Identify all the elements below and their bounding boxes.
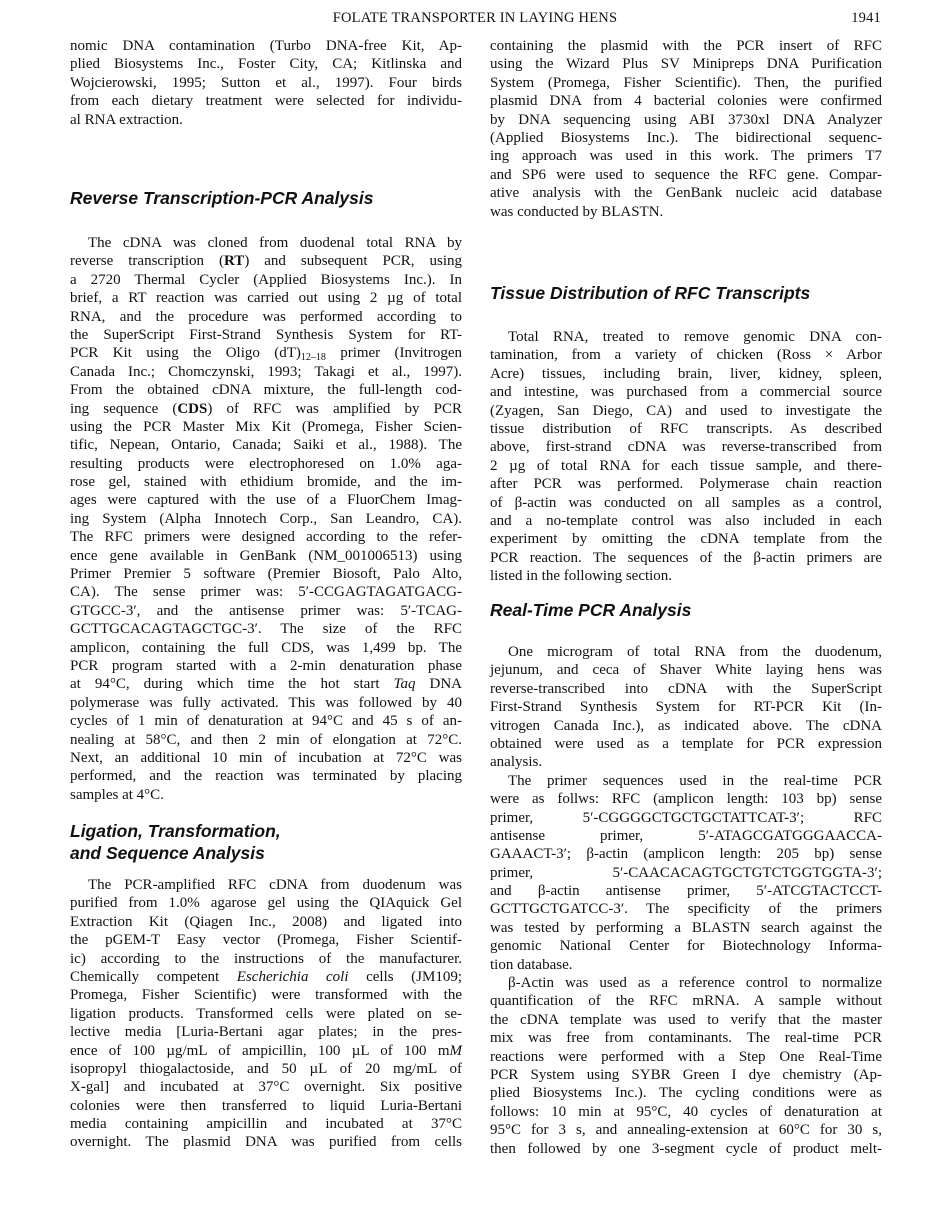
text-line: listed in the following section. [490, 568, 673, 585]
text-line: amplicon, containing the full CDS, was 1,499 bp. The [70, 639, 462, 656]
text-line: The cDNA was cloned from duodenal total RNA by [88, 235, 462, 251]
heading-line: Ligation, Transformation, [70, 821, 281, 841]
text-run: reverse transcription ( [70, 253, 224, 270]
text-line: (Zyagen, San Diego, CA) and used to investigate the [490, 402, 882, 419]
text-line [70, 968, 462, 986]
subscript: 12–18 [300, 352, 326, 364]
text-line: jejunum, and ceca of Shaver White laying hens was [490, 662, 882, 679]
text-line: antisense primer, 5′-ATAGCGATGGGAACCA- [490, 827, 882, 844]
text-line: a 2720 Thermal Cycler (Applied Biosystems Inc.). In [70, 271, 462, 288]
text-line: GTGCC-3′, and the antisense primer was: 5′-TCAG- [70, 602, 462, 619]
text-line: 95°C for 3 s, and annealing-extension at 60°C for 30 s, [490, 1122, 882, 1139]
text-line: rose gel, stained with ethidium bromide, and the im- [70, 474, 462, 491]
text-line: the SuperScript First-Strand Synthesis System for RT- [70, 326, 462, 343]
text-line: plasmid DNA from 4 bacterial colonies were confirmed [490, 93, 882, 110]
text-line: primer, 5′-CAACACAGTGCTGTCTGGTGGTA-3′; [490, 864, 882, 881]
running-header [0, 10, 950, 30]
text-run: at 94°C, during which time the hot start [70, 676, 394, 693]
text-line: PCR reaction. The sequences of the β-actin primers are [490, 549, 882, 566]
text-line: The primer sequences used in the real-time PCR [508, 772, 882, 789]
text-line: was conducted by BLASTN. [490, 203, 664, 220]
text-run: PCR Kit using the Oligo (dT) [70, 345, 301, 362]
heading-line: Reverse Transcription-PCR Analysis [70, 188, 374, 208]
text-line: Promega, Fisher Scientific) were transformed with the [70, 987, 462, 1004]
text-line: Acre) tissues, including brain, liver, kidney, spleen, [490, 365, 882, 382]
text-line: reverse-transcribed into cDNA with the SuperScript [490, 680, 882, 697]
text-line: cycles of 1 min of denaturation at 94°C and 45 s of an- [70, 713, 462, 730]
text-line: tamination, from a variety of chicken (Ross × Arbor [490, 347, 882, 364]
text-line: using the Wizard Plus SV Minipreps DNA Purification [490, 56, 882, 73]
paragraph [490, 974, 882, 1158]
text-line: and β-actin antisense primer, 5′-ATCGTACTCCT- [490, 883, 882, 900]
text-line: containing the plasmid with the PCR insert of RFC [490, 38, 882, 54]
text-line: ing approach was used in this work. The primers T7 [490, 148, 882, 165]
text-line: and intestine, was purchased from a commercial source [490, 384, 882, 401]
text-line: brief, a RT reaction was carried out using 2 µg of total [70, 290, 462, 307]
text-line: First-Strand Synthesis System for RT-PCR Kit (In- [490, 699, 882, 716]
text-line: RNA, and the procedure was performed according to [70, 308, 462, 325]
intro-paragraph-right [490, 37, 882, 221]
text-line: of β-actin was conducted on all samples as a control, [490, 494, 882, 511]
text-line: genomic National Center for Biotechnology Informa- [490, 938, 882, 955]
text-line: From the obtained cDNA mixture, the full-length cod- [70, 382, 462, 399]
text-line: CA). The sense primer was: 5′-CCGAGTAGATGACG- [70, 584, 462, 601]
text-line [70, 1042, 462, 1060]
text-line: then followed by one 3-segment cycle of product melt- [490, 1140, 882, 1157]
text-run: ) and subsequent PCR, using [244, 253, 463, 270]
italic-term: Escherichia coli [236, 968, 349, 985]
text-line: were as follws: RFC (amplicon length: 103 bp) sense [490, 791, 882, 808]
text-line: the pGEM-T Easy vector (Promega, Fisher Scientif- [70, 932, 462, 949]
heading-line: Real-Time PCR Analysis [490, 600, 692, 620]
section-heading-real-time [490, 599, 882, 621]
text-line: ative analysis with the GenBank nucleic acid database [490, 185, 882, 202]
text-run: DNA [415, 676, 462, 693]
text-line: analysis. [490, 754, 543, 771]
text-line: media containing ampicillin and incubated at 37°C [70, 1116, 462, 1133]
text-line: primer, 5′-CGGGGCTGCTGCTATTCAT-3′; RFC [490, 809, 882, 826]
section-heading-rt-pcr [70, 187, 462, 209]
section-heading-ligation [70, 820, 462, 864]
text-line: nomic DNA contamination (Turbo DNA-free Kit, Ap- [70, 38, 462, 54]
text-run: primer (Invitrogen [325, 345, 462, 362]
text-line: samples at 4°C. [70, 786, 164, 803]
text-line: System (Promega, Fisher Scientific). Then, the purified [490, 74, 882, 91]
text-line: tissue distribution of RFC transcripts. As described [490, 420, 882, 437]
text-line: Primer Premier 5 software (Premier Biosoft, Palo Alto, [70, 566, 462, 583]
text-line: al RNA extraction. [70, 111, 183, 128]
text-line: PCR System using SYBR Green I dye chemistry (Ap- [490, 1066, 882, 1083]
text-line: β-Actin was used as a reference control to normalize [508, 975, 882, 992]
text-line: tion database. [490, 956, 573, 973]
text-line: GCTTGCACAGTAGCTGC-3′. The size of the RFC [70, 621, 462, 638]
text-run: ing sequence ( [70, 400, 178, 417]
heading-line: and Sequence Analysis [70, 843, 265, 863]
text-line: tific, Nepean, Ontario, Canada; Saiki et al., 1988). The [70, 437, 462, 454]
text-line: ages were captured with the use of a FluorChem Imag- [70, 492, 462, 509]
text-line: One microgram of total RNA from the duodenum, [508, 644, 882, 660]
text-line [70, 252, 462, 270]
text-line: using the PCR Master Mix Kit (Promega, Fisher Scien- [70, 418, 462, 435]
text-line: ic) according to the instructions of the manufacturer. [70, 950, 462, 967]
text-run: Chemically competent [70, 968, 237, 985]
text-line: The PCR-amplified RFC cDNA from duodenum was [88, 877, 462, 893]
text-line: ligation products. Transformed cells were plated on se- [70, 1005, 462, 1022]
real-time-paragraphs [490, 643, 882, 1158]
text-line: by DNA sequencing using ABI 3730xl DNA Analyzer [490, 111, 882, 128]
text-line: The RFC primers were designed according to the refer- [70, 529, 462, 546]
paragraph [70, 876, 462, 1152]
text-line: performed, and the reaction was terminated by placing [70, 768, 462, 785]
bold-term: RT [224, 253, 245, 270]
text-line: Wojcierowski, 1995; Sutton et al., 1997). Four birds [70, 74, 462, 91]
text-line: experiment by omitting the cDNA template from the [490, 531, 882, 548]
ligation-paragraph [70, 876, 462, 1152]
text-line: from each dietary treatment were selected for individu- [70, 93, 462, 110]
text-line: and a no-template control was also included in each [490, 512, 882, 529]
text-line: after PCR was performed. Polymerase chain reaction [490, 476, 882, 493]
text-line: GCTTGCTGATCC-3′. The specificity of the primers [490, 901, 882, 918]
text-line: lective media [Luria-Bertani agar plates; in the pres- [70, 1024, 462, 1041]
text-line [70, 344, 462, 362]
text-line: the cDNA template was used to verify that the master [490, 1011, 882, 1028]
text-run: ) of RFC was amplified by PCR [207, 400, 462, 417]
text-line: quantification of the RFC mRNA. A sample without [490, 993, 882, 1010]
text-line: Extraction Kit (Qiagen Inc., 2008) and ligated into [70, 913, 462, 930]
text-line: mix was free from contaminants. The real-time PCR [490, 1030, 882, 1047]
text-line: 2 µg of total RNA for each tissue sample, and there- [490, 457, 882, 474]
tissue-paragraph [490, 328, 882, 585]
section-heading-tissue [490, 282, 882, 304]
page-number: 1941 [851, 10, 881, 26]
text-line: Next, an additional 10 min of incubation at 72°C was [70, 749, 462, 766]
text-line: purified from 1.0% agarose gel using the QIAquick Gel [70, 895, 462, 912]
text-line: was tested by performing a BLASTN search against the [490, 919, 882, 936]
rt-pcr-paragraph [70, 234, 462, 804]
text-run: ence of 100 µg/mL of ampicillin, 100 µL of 100 m [70, 1042, 450, 1059]
text-line: colonies were then transferred to liquid Luria-Bertani [70, 1097, 462, 1114]
text-line [70, 400, 462, 418]
text-line: isopropyl thiogalactoside, and 50 µL of 20 mg/mL of [70, 1060, 462, 1077]
paragraph [490, 643, 882, 772]
text-line: and SP6 were used to sequence the RFC gene. Compar- [490, 166, 882, 183]
text-line: plied Biosystems Inc.). The cycling conditions were as [490, 1085, 882, 1102]
text-line: overnight. The plasmid DNA was purified from cells [70, 1134, 462, 1151]
text-line: PCR program started with a 2-min denaturation phase [70, 657, 462, 674]
italic-term: M [449, 1042, 462, 1059]
text-line: resulting products were electrophoresed on 1.0% aga- [70, 455, 462, 472]
text-line: Total RNA, treated to remove genomic DNA con- [508, 329, 882, 345]
text-line: Canada Inc.; Chomczynski, 1993; Takagi et al., 1997). [70, 363, 462, 380]
bold-term: CDS [177, 400, 208, 417]
heading-line: Tissue Distribution of RFC Transcripts [490, 283, 811, 303]
text-line: vitrogen Canada Inc.), as indicated above. The cDNA [490, 717, 882, 734]
text-line: ence gene available in GenBank (NM_001006513) using [70, 547, 462, 564]
text-line: nealing at 58°C, and then 2 min of elongation at 72°C. [70, 731, 462, 748]
text-run: cells (JM109; [348, 968, 463, 985]
paragraph [70, 234, 462, 804]
text-line: obtained were used as a template for PCR expression [490, 735, 882, 752]
text-line: plied Biosystems Inc., Foster City, CA; Kitlinska and [70, 56, 462, 73]
text-line: (Applied Biosystems Inc.). The bidirectional sequenc- [490, 129, 882, 146]
paragraph [490, 772, 882, 974]
text-line: reactions were performed with a Step One Real-Time [490, 1048, 882, 1065]
text-line: polymerase was fully activated. This was followed by 40 [70, 694, 462, 711]
italic-term: Taq [393, 676, 416, 693]
text-line: follows: 10 min at 95°C, 40 cycles of denaturation at [490, 1103, 882, 1120]
text-line: ing System (Alpha Innotech Corp., San Leandro, CA). [70, 510, 462, 527]
paragraph [490, 37, 882, 221]
text-line [70, 675, 462, 693]
running-title: FOLATE TRANSPORTER IN LAYING HENS [332, 10, 618, 26]
text-line: GAAACT-3′; β-actin (amplicon length: 205 bp) sense [490, 846, 882, 863]
text-line: above, first-strand cDNA was reverse-transcribed from [490, 439, 882, 456]
paragraph [70, 37, 462, 129]
text-line: X-gal] and incubated at 37°C overnight. Six positive [70, 1079, 462, 1096]
paragraph [490, 328, 882, 585]
intro-paragraph-left [70, 37, 462, 129]
